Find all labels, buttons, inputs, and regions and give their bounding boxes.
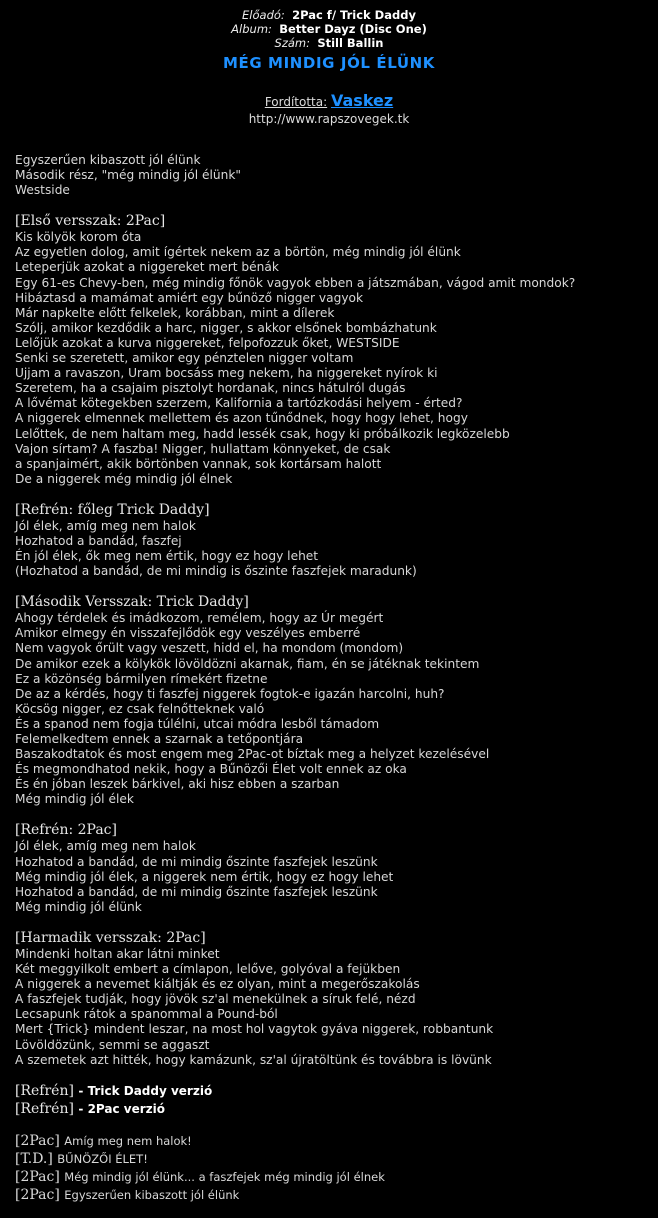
lyric-line: Egyszerűen kibaszott jól élünk <box>15 153 201 167</box>
lyric-line: A faszfejek tudják, hogy jövök sz'al menekülnek a síruk felé, nézd <box>15 992 416 1007</box>
bracket-close: ] <box>54 1186 60 1203</box>
lyric-line: De az a kérdés, hogy ti faszfej niggerek fogtok-e igazán harcolni, huh? <box>15 686 445 701</box>
refrain-notes <box>15 1082 645 1118</box>
lyric-line: De amikor ezek a kölykök lövöldözni akarnak, fiam, én se játéknak tekintem <box>15 656 480 671</box>
lyric-line: A lővémat kötegekben szerzem, Kalifornia a tartózkodási helyem - érted? <box>15 396 463 411</box>
bracket-open: [ <box>15 594 21 611</box>
lyric-line: Ez a közönség bármilyen rímekért fizetne <box>15 671 268 686</box>
lyric-line: És én jóban leszek bárkivel, aki hisz ebben a szarban <box>15 777 340 792</box>
lyric-line: Ujjam a ravaszon, Uram bocsáss meg nekem, ha niggereket nyírok ki <box>15 366 438 381</box>
lyric-line: Amikor elmegy én visszafejlődök egy veszélyes emberré <box>15 626 361 641</box>
lyrics-section <box>15 821 645 914</box>
lyric-line: Még mindig jól élek, a niggerek nem értik, hogy ez hogy lehet <box>15 869 394 884</box>
translator-label: Fordította: <box>264 95 328 109</box>
lyric-line: Lecsapunk rátok a spanommal a Pound-ból <box>15 1007 278 1022</box>
outro-speaker: 2Pac <box>20 1132 55 1149</box>
bracket-close: ] <box>68 1100 74 1117</box>
section-heading <box>15 593 645 611</box>
lyric-line: És a spanod nem fogja túlélni, utcai módra lesből támadom <box>15 716 380 731</box>
refrain-note <box>15 1082 645 1100</box>
refrain-note-label: Refrén <box>20 1100 69 1117</box>
bracket-close: ] <box>159 213 166 230</box>
artist-line <box>0 8 658 22</box>
lyric-line: Még mindig jól élek <box>15 792 134 807</box>
section-heading-text: Refrén: 2Pac <box>20 822 112 839</box>
bracket-open: [ <box>15 501 21 518</box>
bracket-open: [ <box>15 1150 21 1167</box>
lyrics-section <box>15 212 645 487</box>
lyric-line: Köcsög nigger, ez csak felnőtteknek való <box>15 701 265 716</box>
outro-text: Egyszerűen kibaszott jól élünk <box>64 1187 240 1202</box>
album-label: Album: <box>231 22 272 36</box>
lyrics-section <box>15 929 645 1068</box>
lyric-line: Kis kölyök korom óta <box>15 230 142 245</box>
section-heading-text: Első versszak: 2Pac <box>20 213 160 230</box>
lyric-line: Mert {Trick} mindent leszar, na most hol vagytok gyáva niggerek, robbantunk <box>15 1022 494 1037</box>
lyric-line: Hozhatod a bandád, de mi mindig őszinte faszfejek leszünk <box>15 884 378 899</box>
bracket-close: ] <box>54 1168 60 1185</box>
lyric-line: Hibáztasd a mamámat amiért egy bűnöző nigger vagyok <box>15 290 364 305</box>
lyric-line: Az egyetlen dolog, amit ígértek nekem az a börtön, még mindig jól élünk <box>15 245 461 260</box>
lyric-line: Westside <box>15 183 70 198</box>
lyric-line: Hozhatod a bandád, faszfej <box>15 533 182 548</box>
bracket-open: [ <box>15 1100 21 1117</box>
bracket-close: ] <box>204 501 210 518</box>
refrain-note-text: - 2Pac verzió <box>78 1101 165 1116</box>
bracket-open: [ <box>15 1132 21 1149</box>
lyric-line: Szólj, amikor kezdődik a harc, nigger, s akkor elsőnek bombázhatunk <box>15 320 437 335</box>
lyric-line: Leteperjük azokat a niggereket mert bénák <box>15 260 279 275</box>
lyrics-section <box>15 501 645 579</box>
lyric-line: A szemetek azt hitték, hogy kamázunk, sz'al újratöltünk és továbbra is lövünk <box>15 1052 492 1067</box>
bracket-close: ] <box>243 594 249 611</box>
album-name: Better Dayz (Disc One) <box>279 22 427 36</box>
bracket-close: ] <box>200 929 206 946</box>
outro-speaker: 2Pac <box>20 1168 55 1185</box>
artist-label: Előadó: <box>242 8 285 22</box>
bracket-open: [ <box>15 1186 21 1203</box>
lyric-line: Jól élek, amíg meg nem halok <box>15 839 196 854</box>
outro-text: Még mindig jól élünk... a faszfejek még mindig jól élnek <box>64 1169 385 1184</box>
lyric-line: Baszakodtatok és most engem meg 2Pac-ot bíztak meg a helyzet kezelésével <box>15 747 490 762</box>
lyric-line: a spanjaimért, akik börtönben vannak, sok kortársam halott <box>15 456 382 471</box>
lyric-line: Nem vagyok őrült vagy veszett, hidd el, ha mondom (mondom) <box>15 641 404 656</box>
lyric-line: És megmondhatod nekik, hogy a Bűnözői Élet volt ennek az oka <box>15 762 407 777</box>
lyric-line: (Hozhatod a bandád, de mi mindig is őszinte faszfejek maradunk) <box>15 564 417 579</box>
bracket-close: ] <box>68 1082 74 1099</box>
lyric-line: Lelőjük azokat a kurva niggereket, felpofozzuk őket, WESTSIDE <box>15 335 400 350</box>
refrain-note-text: - Trick Daddy verzió <box>78 1083 213 1098</box>
lyric-line: Én jól élek, ők meg nem értik, hogy ez hogy lehet <box>15 549 319 564</box>
site-url: http://www.rapszovegek.tk <box>248 112 410 126</box>
lyrics-body <box>15 153 645 1218</box>
lyric-line: Felemelkedtem ennek a szarnak a tetőpontjára <box>15 732 304 746</box>
lyrics-section <box>15 593 645 807</box>
lyric-line: Még mindig jól élünk <box>15 899 142 914</box>
lyric-line: De a niggerek még mindig jól élnek <box>15 471 233 486</box>
outro-line <box>15 1132 645 1150</box>
section-heading <box>15 929 645 947</box>
translator-line <box>0 92 658 111</box>
bracket-close: ] <box>47 1150 53 1167</box>
lyric-line: Lelőttek, de nem haltam meg, hadd lessék csak, hogy ki próbálkozik legközelebb <box>15 426 510 441</box>
bracket-open: [ <box>15 1168 21 1185</box>
lyric-line: Senki se szeretett, amikor egy pénztelen nigger voltam <box>15 351 354 366</box>
lyric-line: Jól élek, amíg meg nem halok <box>15 518 196 533</box>
bracket-open: [ <box>15 1082 21 1099</box>
lyric-line: Már napkelte előtt felkelek, korábban, mint a dílerek <box>15 305 335 320</box>
section-heading <box>15 212 645 230</box>
bracket-open: [ <box>15 929 21 946</box>
outro-text: BŰNÖZŐI ÉLET! <box>57 1151 148 1166</box>
section-heading-text: Refrén: főleg Trick Daddy <box>20 501 205 518</box>
outro-speaker: 2Pac <box>20 1186 55 1203</box>
lyric-line: Második rész, "még mindig jól élünk" <box>15 168 241 183</box>
lyric-line: A niggerek a nevemet kiáltják és ez olyan, mint a megerőszakolás <box>15 977 420 992</box>
lyric-line: Vajon sírtam? A faszba! Nigger, hullattam könnyeket, de csak <box>15 441 391 456</box>
lyric-line: Hozhatod a bandád, de mi mindig őszinte faszfejek leszünk <box>15 854 378 869</box>
refrain-note-label: Refrén <box>20 1082 69 1099</box>
lyric-line: Két meggyilkolt embert a címlapon, lelőve, golyóval a fejükben <box>15 962 401 977</box>
lyric-line: Szeretem, ha a csajaim pisztolyt hordanak, nincs hátulról dugás <box>15 381 406 396</box>
translator-name: Vaskez <box>330 91 394 110</box>
album-line <box>0 22 658 36</box>
intro-block <box>15 153 645 198</box>
outro-block <box>15 1132 645 1204</box>
artist-name: 2Pac f/ Trick Daddy <box>292 8 416 22</box>
outro-line <box>15 1150 645 1168</box>
bracket-close: ] <box>111 822 117 839</box>
outro-text: Amíg meg nem halok! <box>64 1133 192 1148</box>
lyric-line: Lövöldözünk, semmi se aggaszt <box>15 1037 210 1052</box>
lyric-line: Egy 61-es Chevy-ben, még mindig főnök vagyok ebben a játszmában, vágod amit mondok? <box>15 275 576 290</box>
section-heading <box>15 821 645 839</box>
bracket-open: [ <box>15 822 21 839</box>
lyric-line: Ahogy térdelek és imádkozom, remélem, hogy az Úr megért <box>15 611 384 626</box>
bracket-close: ] <box>54 1132 60 1149</box>
outro-line <box>15 1168 645 1186</box>
song-header <box>0 0 658 127</box>
track-label: Szám: <box>274 36 310 50</box>
lyric-line: A niggerek elmennek mellettem és azon tűnődnek, hogy hogy lehet, hogy <box>15 411 468 426</box>
section-heading <box>15 501 645 519</box>
outro-speaker: T.D. <box>20 1150 48 1167</box>
lyric-line: Mindenki holtan akar látni minket <box>15 946 220 961</box>
outro-line <box>15 1186 645 1204</box>
song-title: MÉG MINDIG JÓL ÉLÜNK <box>222 54 436 72</box>
track-name: Still Ballin <box>317 36 384 50</box>
refrain-note <box>15 1100 645 1118</box>
section-heading-text: Második Versszak: Trick Daddy <box>20 594 244 611</box>
section-heading-text: Harmadik versszak: 2Pac <box>20 929 201 946</box>
bracket-open: [ <box>15 213 21 230</box>
track-line <box>0 36 658 50</box>
